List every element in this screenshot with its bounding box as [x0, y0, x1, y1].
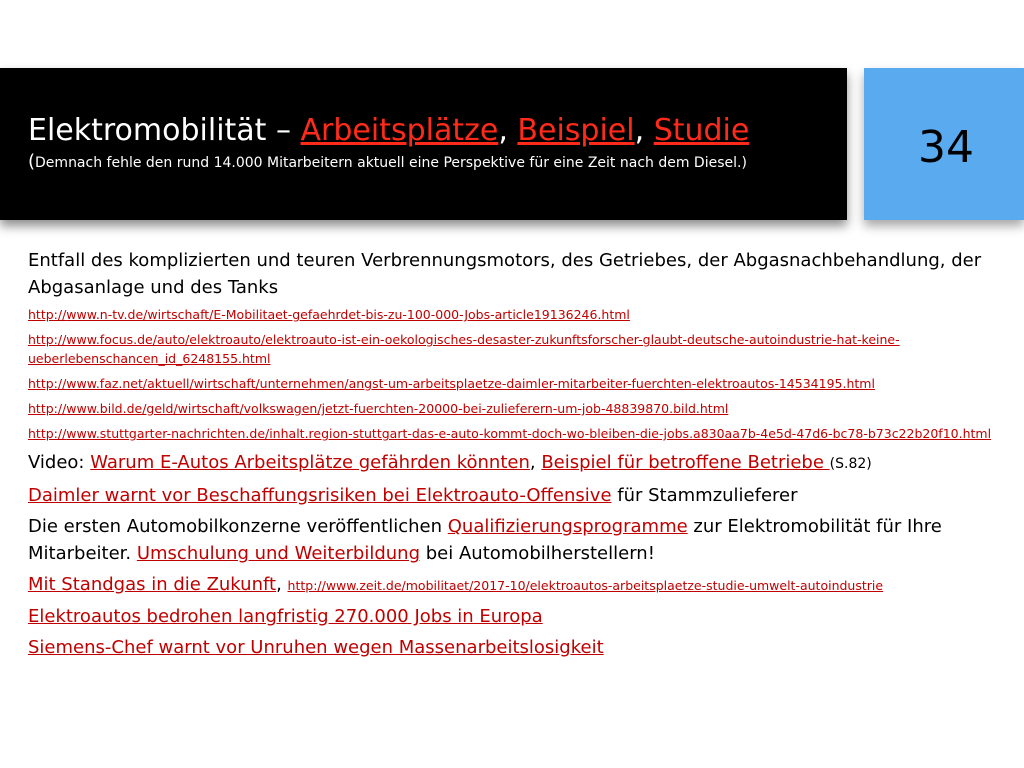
- umschulung-link[interactable]: Umschulung und Weiterbildung: [136, 543, 421, 564]
- video-line: [28, 449, 1000, 478]
- url-scheme[interactable]: http://: [28, 401, 67, 416]
- video-link-beispiel[interactable]: Beispiel für betroffene Betriebe: [541, 452, 830, 473]
- standgas-link[interactable]: Mit Standgas in die Zukunft: [28, 574, 277, 595]
- url-path[interactable]: www.stuttgarter-nachrichten.de/inhalt.region-stuttgart-das-e-auto-kommt-doch-wo-bleiben-die-jobs.a830aa7b-4e5d-47d6-bc78-b73c22b20f10.html: [66, 426, 992, 441]
- url-path[interactable]: www.bild.de/geld/wirtschaft/volkswagen/jetzt-fuerchten-20000-bei-zulieferern-um-job-48839870.bild.html: [66, 401, 729, 416]
- close-paren: ): [741, 155, 747, 171]
- programs-mid: zur Elektromobilität für Ihre Mitarbeiter.: [28, 516, 942, 564]
- standgas-line: [28, 571, 1000, 599]
- url-link-stuttgarter[interactable]: [28, 424, 1000, 443]
- qualifizierung-link[interactable]: Qualifizierungsprogramme: [447, 516, 688, 537]
- daimler-line: [28, 482, 1000, 509]
- programs-paragraph: [28, 513, 1000, 567]
- video-label: Video:: [28, 452, 91, 473]
- url-link-ntv[interactable]: [28, 305, 1000, 324]
- url-link-focus[interactable]: [28, 330, 1000, 368]
- intro-text: Entfall des komplizierten und teuren Verbrennungsmotors, des Getriebes, der Abgasnachbehandlung, der Abgasanlage und des Tanks: [28, 250, 982, 298]
- url-scheme[interactable]: http://: [28, 332, 67, 347]
- url-scheme[interactable]: http://: [28, 376, 67, 391]
- siemens-line: [28, 634, 1000, 661]
- daimler-suffix: für Stammzulieferer: [611, 485, 798, 506]
- daimler-link[interactable]: Daimler warnt vor Beschaffungsrisiken bei Elektroauto-Offensive: [28, 485, 612, 506]
- standgas-separator: ,: [276, 574, 288, 595]
- zeit-url-link[interactable]: http://www.zeit.de/mobilitaet/2017-10/elektroautos-arbeitsplaetze-studie-umwelt-autoindustrie: [287, 578, 884, 593]
- programs-pre: Die ersten Automobilkonzerne veröffentlichen: [28, 516, 448, 537]
- title-link-arbeitsplaetze[interactable]: Arbeitsplätze: [300, 113, 499, 148]
- title-link-beispiel[interactable]: Beispiel: [517, 113, 635, 148]
- title-prefix: Elektromobilität –: [28, 113, 301, 148]
- slide-number: 34: [918, 122, 974, 173]
- url-path[interactable]: www.faz.net/aktuell/wirtschaft/unternehmen/angst-um-arbeitsplaetze-daimler-mitarbeiter-fuerchten-elektroautos-14534195.html: [66, 376, 875, 391]
- subtitle-text: Demnach fehle den rund 14.000 Mitarbeitern aktuell eine Perspektive für eine Zeit nach dem Diesel.: [35, 155, 742, 171]
- jobs-europa-link[interactable]: Elektroautos bedrohen langfristig 270.000 Jobs in Europa: [28, 606, 543, 627]
- url-scheme[interactable]: http://: [28, 307, 67, 322]
- slide-subtitle: [28, 152, 747, 173]
- video-separator: ,: [529, 452, 542, 473]
- url-link-bild[interactable]: [28, 399, 1000, 418]
- slide-content: [28, 247, 1000, 665]
- programs-post: bei Automobilherstellern!: [420, 543, 655, 564]
- video-link-arbeitsplaetze[interactable]: Warum E-Autos Arbeitsplätze gefährden könnten: [90, 452, 530, 473]
- url-path[interactable]: www.focus.de/auto/elektroauto/elektroauto-ist-ein-oekologisches-desaster-zukunftsforscher-glaubt-deutsche-autoindustrie-hat-keine-ueberlebenschancen_id_6248155.html: [28, 332, 900, 366]
- siemens-link[interactable]: Siemens-Chef warnt vor Unruhen wegen Massenarbeitslosigkeit: [28, 637, 604, 658]
- title-separator: ,: [498, 113, 518, 148]
- open-paren: (: [28, 151, 36, 172]
- slide-title: [28, 113, 749, 149]
- title-separator: ,: [634, 113, 654, 148]
- video-suffix: (S.82): [829, 456, 872, 472]
- url-link-faz[interactable]: [28, 374, 1000, 393]
- jobs-line: [28, 603, 1000, 630]
- url-path[interactable]: www.n-tv.de/wirtschaft/E-Mobilitaet-gefaehrdet-bis-zu-100-000-Jobs-article19136246.html: [66, 307, 630, 322]
- url-scheme[interactable]: http://: [28, 426, 67, 441]
- title-link-studie[interactable]: Studie: [653, 113, 750, 148]
